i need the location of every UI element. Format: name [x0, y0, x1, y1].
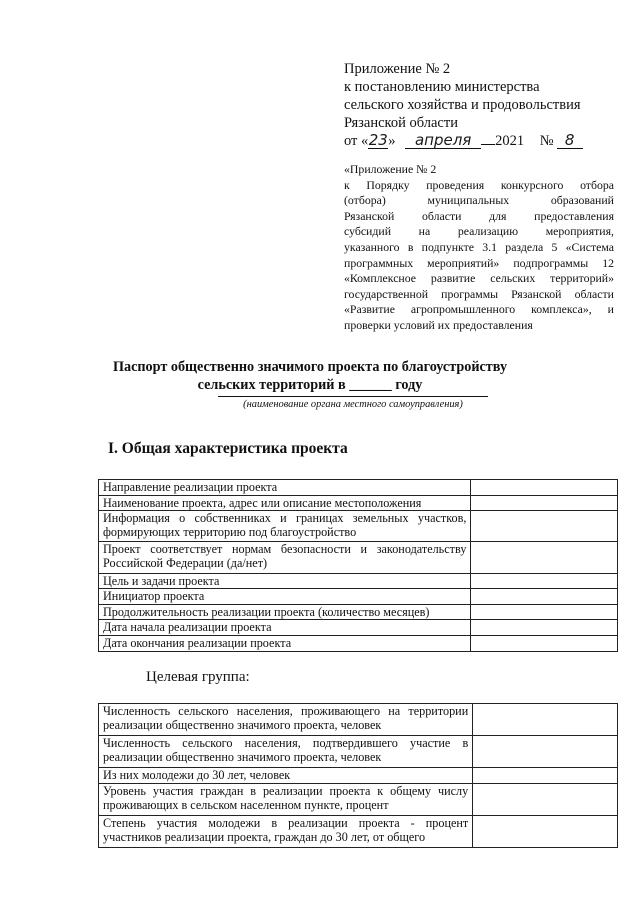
row-value-cell[interactable]: [471, 573, 618, 589]
row-label-line: Дата окончания реализации проекта: [103, 635, 292, 650]
section-heading: I. Общая характеристика проекта: [108, 440, 348, 457]
row-label: [99, 736, 473, 768]
row-label-line: Из них молодежи до 30 лет, человек: [103, 768, 291, 782]
row-value-cell[interactable]: [471, 511, 618, 542]
appendix2-line: «Развитие агропромышленного комплекса», и: [344, 302, 614, 317]
table-row: [99, 604, 618, 620]
number-label: №: [539, 133, 554, 149]
row-label-line: проживающих в сельском населенном пункте, процент: [103, 798, 389, 812]
row-label-line: Проект соответствует нормам безопасности и законодательству: [103, 542, 467, 557]
appendix2-line: «Комплексное развитие сельских территорий»: [344, 271, 614, 286]
general-info-table: [98, 479, 618, 652]
row-label-line: Дата начала реализации проекта: [103, 620, 272, 635]
row-label-line: Численность сельского населения, проживающего на территории: [103, 704, 469, 718]
row-value-cell[interactable]: [471, 495, 618, 511]
table-row: [99, 704, 618, 736]
row-label: [99, 635, 471, 651]
appendix2-line: к Порядку проведения конкурсного отбора: [344, 177, 614, 192]
row-label: [99, 495, 471, 511]
row-label: [99, 704, 473, 736]
row-label-line: формирующих территорию под благоустройство: [103, 525, 357, 540]
appendix-line: Приложение № 2: [344, 61, 451, 77]
row-label: [99, 511, 471, 542]
target-group-table: [98, 703, 618, 848]
org-caption: (наименование органа местного самоуправления): [218, 396, 488, 410]
row-value-cell[interactable]: [473, 736, 618, 768]
title-line: сельских территорий в ______ году: [197, 377, 423, 393]
row-label-line: Информация о собственниках и границах земельных участков,: [103, 511, 467, 526]
table-row: [99, 573, 618, 589]
table-row: [99, 480, 618, 496]
title-line: Паспорт общественно значимого проекта по благоустройству: [112, 359, 508, 375]
appendix2-line: проверки условий их предоставления: [344, 317, 533, 332]
table-row: [99, 784, 618, 816]
appendix-line: сельского хозяйства и продовольствия: [344, 97, 581, 113]
date-mid: »: [388, 133, 396, 149]
row-label: [99, 620, 471, 636]
appendix-line: Рязанской области: [344, 115, 458, 131]
row-value-cell[interactable]: [473, 784, 618, 816]
row-label: [99, 480, 471, 496]
date-day: 23: [368, 131, 388, 149]
appendix2-line: программных мероприятий» подпрограммы 12: [344, 255, 614, 270]
table-row: [99, 635, 618, 651]
table-row: [99, 589, 618, 605]
row-label-line: Продолжительность реализации проекта (количество месяцев): [103, 604, 430, 619]
target-group-label: Целевая группа:: [146, 669, 250, 685]
row-label-line: реализации общественно значимого проекта, человек: [103, 750, 382, 764]
row-label: [99, 784, 473, 816]
table-row: [99, 816, 618, 848]
passport-title: [100, 358, 520, 394]
row-value-cell[interactable]: [473, 768, 618, 784]
row-label-line: Инициатор проекта: [103, 589, 205, 604]
row-label-line: Уровень участия граждан в реализации проекта к общему числу: [103, 784, 469, 798]
row-value-cell[interactable]: [473, 704, 618, 736]
table-row: [99, 542, 618, 573]
row-value-cell[interactable]: [471, 480, 618, 496]
row-label: [99, 768, 473, 784]
appendix2-line: (отбора) муниципальных образований: [344, 193, 614, 208]
row-value-cell[interactable]: [473, 816, 618, 848]
appendix2-block: [344, 162, 614, 334]
row-label-line: реализации общественно значимого проекта, человек: [103, 718, 382, 732]
row-value-cell[interactable]: [471, 589, 618, 605]
date-month: апреля: [405, 133, 481, 149]
row-label-line: Направление реализации проекта: [103, 480, 278, 494]
row-label-line: Наименование проекта, адрес или описание местоположения: [103, 495, 422, 510]
table-row: [99, 736, 618, 768]
appendix2-line: «Приложение № 2: [344, 162, 437, 176]
row-label-line: Численность сельского населения, подтвердившего участие в: [103, 736, 469, 750]
row-label: [99, 816, 473, 848]
row-label: [99, 604, 471, 620]
row-value-cell[interactable]: [471, 542, 618, 573]
date-prefix: от «: [344, 133, 369, 149]
table-row: [99, 620, 618, 636]
row-label-line: участников реализации проекта, граждан до 30 лет, от общего: [103, 830, 426, 844]
appendix-date-line: [344, 132, 614, 150]
row-label-line: Цель и задачи проекта: [103, 573, 220, 588]
table-row: [99, 768, 618, 784]
row-label-line: Российской Федерации (да/нет): [103, 556, 268, 571]
number-value: 8: [557, 133, 583, 149]
appendix2-line: указанного в подпункте 3.1 раздела 5 «Система: [344, 239, 614, 254]
appendix-line: к постановлению министерства: [344, 79, 540, 95]
row-value-cell[interactable]: [471, 604, 618, 620]
appendix2-line: субсидий на реализацию мероприятия,: [344, 224, 614, 239]
row-label-line: Степень участия молодежи в реализации проекта - процент: [103, 816, 469, 830]
row-value-cell[interactable]: [471, 635, 618, 651]
table-row: [99, 495, 618, 511]
appendix2-line: Рязанской области для предоставления: [344, 208, 614, 223]
appendix-header: [344, 60, 614, 150]
row-label: [99, 589, 471, 605]
appendix2-line: государственной программы Рязанской области: [344, 286, 614, 301]
table-row: [99, 511, 618, 542]
row-value-cell[interactable]: [471, 620, 618, 636]
row-label: [99, 542, 471, 573]
date-year: 2021: [495, 133, 525, 149]
row-label: [99, 573, 471, 589]
